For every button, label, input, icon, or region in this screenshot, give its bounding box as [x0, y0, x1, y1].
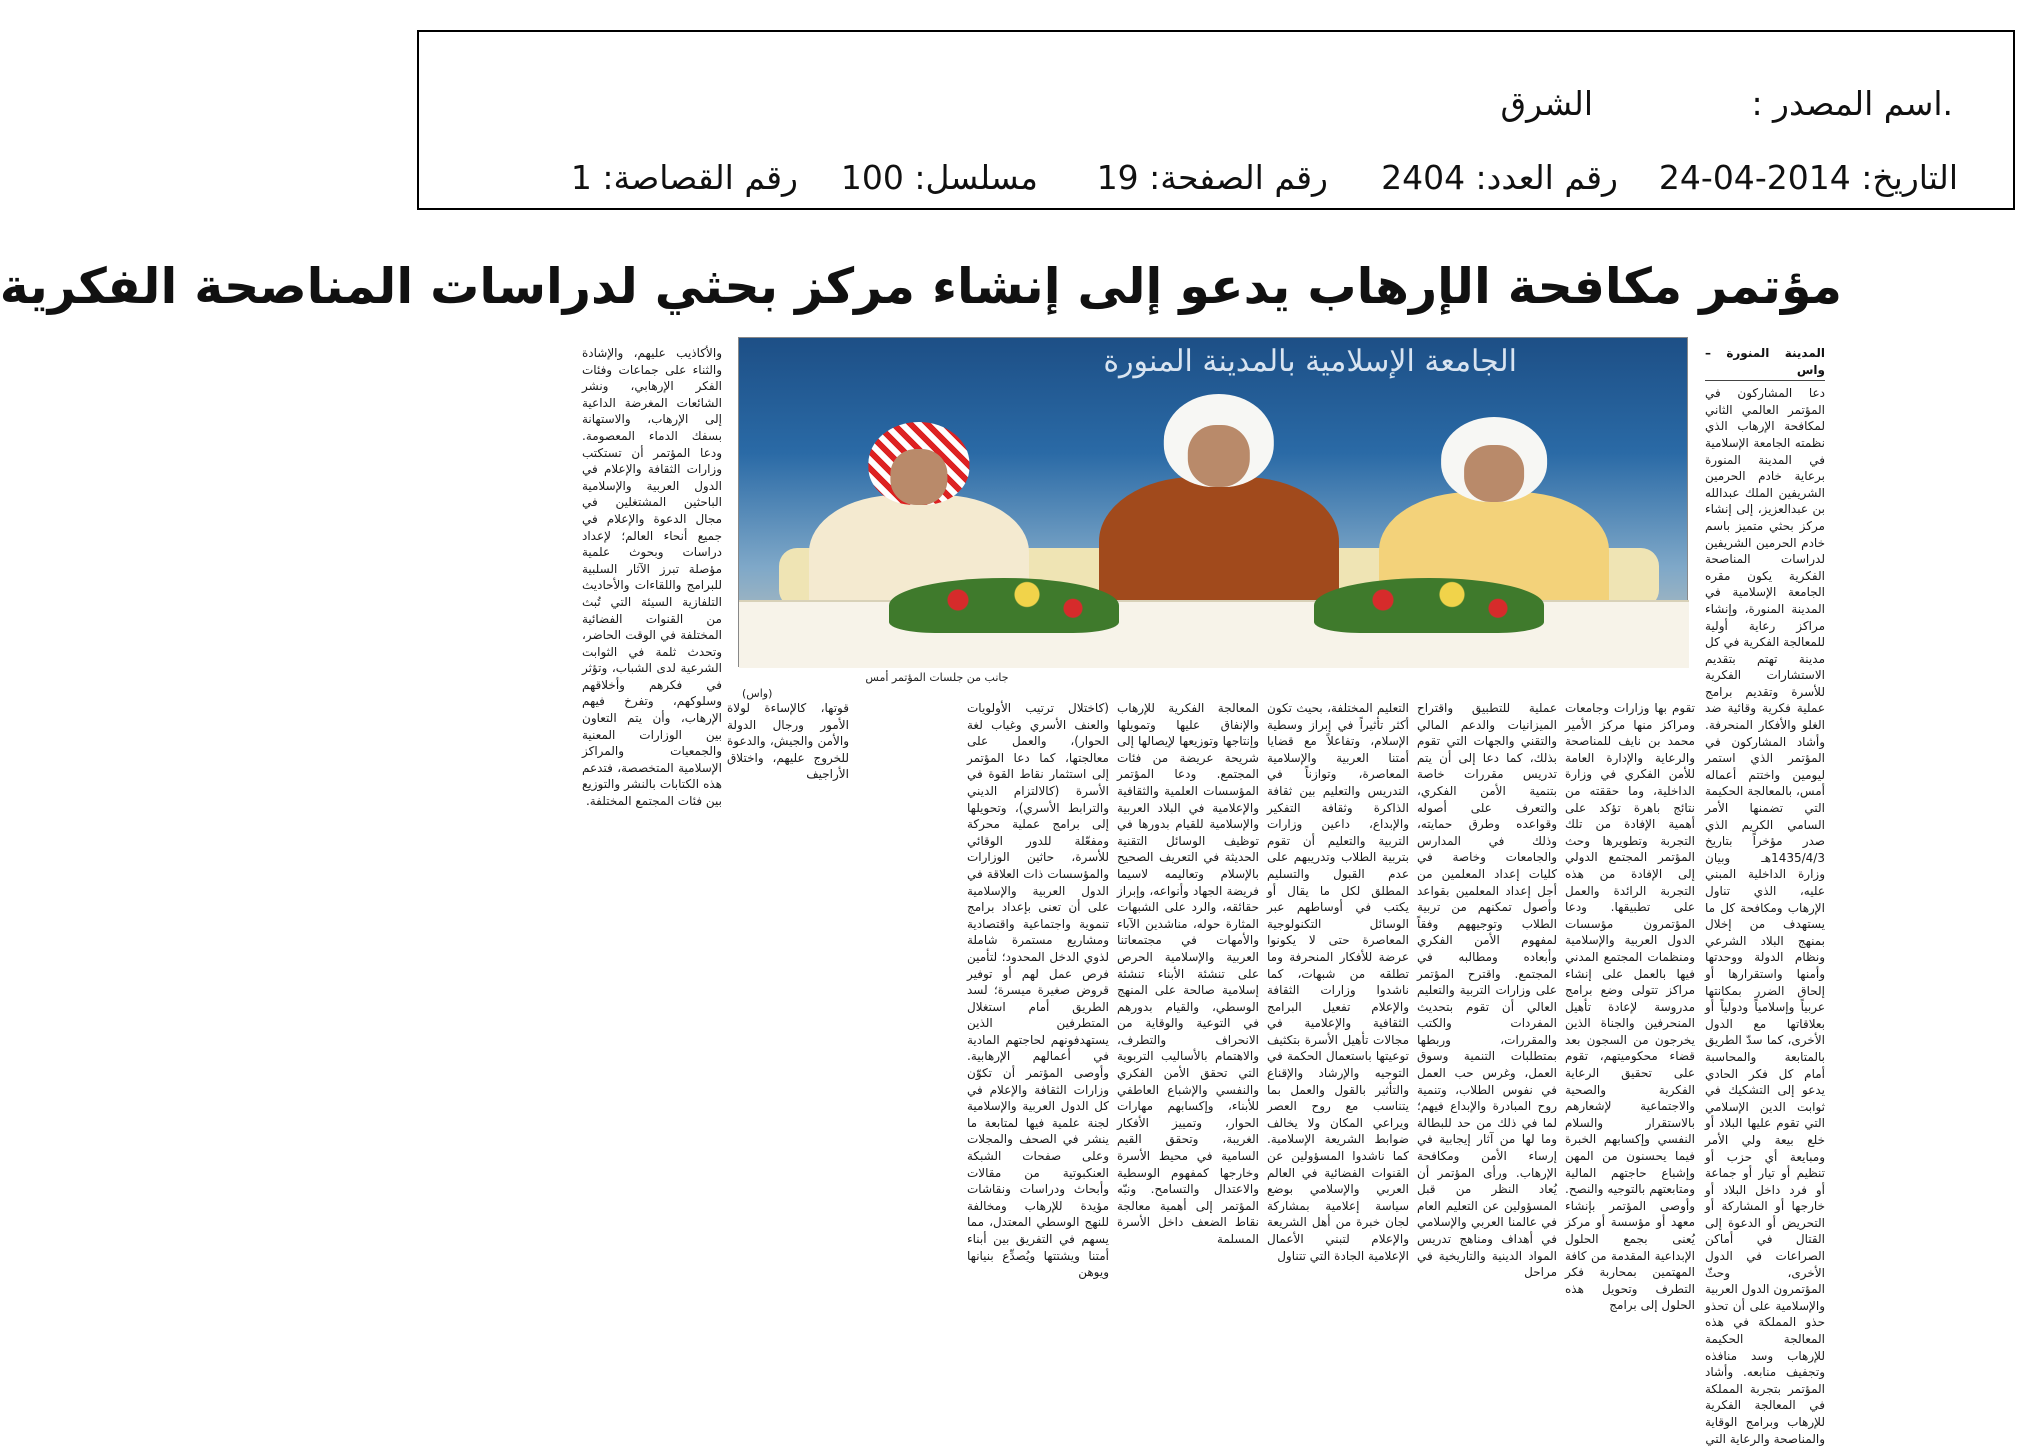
article-column-6: [727, 700, 849, 780]
byline: المدينة المنورة – واس: [1705, 345, 1825, 381]
photo-credit: (واس): [742, 687, 773, 700]
article-column-2: [1417, 700, 1557, 1280]
flower-arrangement: [1314, 578, 1544, 633]
clip-number-field: رقم القصاصة: 1: [570, 158, 798, 197]
source-info-box: [417, 30, 2015, 210]
article-column-4: [1117, 700, 1259, 1246]
column-text: والأكاذيب عليهم، والإشادة والثناء على جماعات وفئات الفكر الإرهابي، ونشر الشائعات المغرضة الداعية إلى الإرهاب، والاستهانة بسفك الدماء المعصومة. ودعا المؤتمر أن تستكتب وزارات الثقافة والإعلام في الدول العربية والإسلامية الباحثين المشتغلين في مجال الدعوة والإعلام في جميع أنحاء العالم؛ لإعداد دراسات وبحوث علمية مؤصلة تبرز الآثار السلبية للبرامج واللقاءات والأحاديث التلفازية السيئة التي تُبث من القنوات الفضائية المختلفة في الوقت الحاضر، وتحدث ثلمة في الثوابت الشرعية لدى الشباب، وتؤثر في فكرهم وأخلاقهم وسلوكهم، وتفرخ فيهم الإرهاب، وأن يتم التعاون بين الوزارات المعنية والجمعيات والمراكز الإسلامية المتخصصة، فتدعم هذه الكتابات بالنشر والتوزيع بين فئات المجتمع المختلفة.: [582, 346, 722, 809]
photo-banner-text: الجامعة الإسلامية بالمدينة المنورة: [1103, 344, 1517, 379]
issue-number-field: رقم العدد: 2404: [1381, 158, 1618, 197]
flower-arrangement: [889, 578, 1119, 633]
column-text: عملية للتطبيق واقتراح الميزانيات والدعم المالي والتقني والجهات التي تقوم بذلك، كما دعا إلى أن يتم تدريس مقررات خاصة بتنمية الأمن الفكري، والتعرف على أصوله وقواعده وطرق حمايته، وذلك في المدارس والجامعات وخاصة في كليات إعداد المعلمين من أجل إعداد المعلمين بقواعد وأصول تمكنهم من تربية الطلاب وتوجيههم وفقاً لمفهوم الأمن الفكري وأبعاده ومطالبه في المجتمع. واقترح المؤتمر على وزارات التربية والتعليم العالي أن تقوم بتحديث المفردات والكتب والمقررات، وربطها بمتطلبات التنمية وسوق العمل، وغرس حب العمل في نفوس الطلاب، وتنمية روح المبادرة والإبداع فيهم؛ لما في ذلك من حد للبطالة وما لها من آثار إيجابية في إرساء الأمن ومكافحة الإرهاب. ورأى المؤتمر أن يُعاد النظر من قبل المسؤولين عن التعليم العام في عالمنا العربي والإسلامي في أهداف ومناهج تدريس المواد الدينية والتاريخية في مراحل: [1417, 701, 1557, 1280]
column-text: دعا المشاركون في المؤتمر العالمي الثاني لمكافحة الإرهاب الذي نظمته الجامعة الإسلامية في المدينة المنورة برعاية خادم الحرمين الشريفين الملك عبدالله بن عبدالعزيز، إلى إنشاء مركز بحثي متميز باسم خادم الحرمين الشريفين لدراسات المناصحة الفكرية يكون مقره الجامعة الإسلامية في المدينة المنورة، وإنشاء مراكز رعاية أولية للمعالجة الفكرية في كل مدينة تهتم بتقديم الاستشارات الفكرية للأسرة وتقديم برامج عملية فكرية وقائية ضد الغلو والأفكار المنحرفة. وأشاد المشاركون في المؤتمر الذي استمر ليومين واختتم أعماله أمس، بالمعالجة الحكيمة التي تضمنها الأمر السامي الكريم الذي صدر مؤخراً بتاريخ 1435/4/3هـ وبيان وزارة الداخلية المبني عليه، الذي تناول الإرهاب ومكافحة كل ما يستهدف من إخلال بمنهج البلاد الشرعي ونظام الدولة ووحدتها وأمنها واستقرارها أو إلحاق الضرر بمكانتها عربياً وإسلامياً ودولياً أو بعلاقاتها مع الدول الأخرى، كما سدّ الطريق بالمتابعة والمحاسبة أمام كل فكر الحادي يدعو إلى التشكيك في ثوابت الدين الإسلامي التي تقوم عليها البلاد أو خلع بيعة ولي الأمر ومبايعة أي حزب أو تنظيم أو تيار أو جماعة أو فرد داخل البلاد أو خارجها أو المشاركة أو التحريض أو الدعوة إلى القتال في أماكن الصراعات في الدول الأخرى، وحثّ المؤتمرون الدول العربية والإسلامية على أن تحذو حذو المملكة في هذه المعالجة الحكيمة للإرهاب وسد منافذه وتجفيف منابعه. وأشاد المؤتمر بتجربة المملكة في المعالجة الفكرية للإرهاب وبرامج الوقاية والمناصحة والرعاية التي: [1705, 386, 1825, 1446]
serial-field: مسلسل: 100: [840, 158, 1038, 197]
column-text: التعليم المختلفة، بحيث تكون أكثر تأثيراً في إبراز وسطية الإسلام، وتفاعلاً مع قضايا أمتنا العربية والإسلامية المعاصرة، وتوازناً في التدريس والتعليم بين ثقافة الذاكرة وثقافة التفكير والإبداع، داعين وزارات التربية والتعليم أن تقوم بتربية الطلاب وتدريبهم على عدم القبول والتسليم المطلق لكل ما يقال أو يكتب في أوساطهم عبر الوسائل التكنولوجية المعاصرة حتى لا يكونوا عرضة للأفكار المنحرفة وما تطلقه من شبهات، كما ناشدوا وزارات الثقافة والإعلام تفعيل البرامج الثقافية والإعلامية في مجالات تأهيل الأسرة بتكثيف توعيتها باستعمال الحكمة في التوجيه والإرشاد والإقناع والتأثير بالقول والعمل بما يتناسب مع روح العصر ويراعي المكان ولا يخالف ضوابط الشريعة الإسلامية. كما ناشدوا المسؤولين عن القنوات الفضائية في العالم العربي والإسلامي بوضع سياسة إعلامية بمشاركة لجان خبرة من أهل الشريعة والإعلام لتبني الأعمال الإعلامية الجادة التي تتناول: [1267, 701, 1409, 1263]
article-column-1: [1565, 700, 1695, 1313]
source-label: .اسم المصدر :: [1751, 84, 1953, 123]
column-text: قوتها، كالإساءة لولاة الأمور ورجال الدولة والأمن والجيش، والدعوة للخروج عليهم، واختلاق الأراجيف: [727, 701, 849, 782]
column-text: المعالجة الفكرية للإرهاب والإنفاق عليها وتمويلها وإنتاجها وتوزيعها لإيصالها إلى شريحة عريضة من فئات المجتمع. ودعا المؤتمر المؤسسات العلمية والثقافية والإعلامية في البلاد العربية والإسلامية للقيام بدورها في توظيف الوسائل التقنية الحديثة في التعريف الصحيح بالإسلام وتعاليمه لاسيما فريضة الجهاد وأنواعه، وإبراز حقائقه، والرد على الشبهات المثارة حوله، مناشدين الآباء والأمهات في مجتمعاتنا العربية والإسلامية الحرص على تنشئة الأبناء تنشئة إسلامية صالحة على المنهج الوسطي، والقيام بدورهم في التوعية والوقاية من الانحراف والتطرف، والاهتمام بالأساليب التربوية التي تحقق الأمن الفكري والنفسي والإشباع العاطفي للأبناء، وإكسابهم مهارات الحوار، وتمييز الأفكار الغريبة، وتحقق القيم السامية في محيط الأسرة وخارجها كمفهوم الوسطية والاعتدال والتسامح. ونبّه المؤتمر إلى أهمية معالجة نقاط الضعف داخل الأسرة المسلمة: [1117, 701, 1259, 1246]
column-text: تقوم بها وزارات وجامعات ومراكز منها مركز الأمير محمد بن نايف للمناصحة والرعاية والإدارة العامة للأمن الفكري في وزارة الداخلية، وما حققته من نتائج باهرة تؤكد على أهمية الإفادة من تلك التجربة وتطويرها وحث المؤتمر المجتمع الدولي إلى الإفادة من هذه التجربة الرائدة والعمل على تطبيقها. ودعا المؤتمرون مؤسسات الدول العربية والإسلامية ومنظمات المجتمع المدني فيها بالعمل على إنشاء مراكز تتولى وضع برامج مدروسة لإعادة تأهيل المنحرفين والجناة الذين يخرجون من السجون بعد قضاء محكوميتهم، تقوم على تحقيق الرعاية الفكرية والصحية والاجتماعية لإشعارهم بالاستقرار والسلام النفسي وإكسابهم الخبرة فيما يحسنون من المهن وإشباع حاجتهم المالية ومتابعتهم بالتوجيه والنصح. وأوصى المؤتمر بإنشاء معهد أو مؤسسة أو مركز يُعنى بجمع الحلول الإبداعية المقدمة من كافة المهتمين بمحاربة فكر التطرف وتحويل هذه الحلول إلى برامج: [1565, 701, 1695, 1313]
article-column-5: [967, 700, 1109, 1280]
article-column-left: [582, 345, 722, 809]
stage-table: [739, 600, 1689, 668]
attendee-center: [1099, 378, 1339, 638]
article-photo: [738, 337, 1688, 667]
source-value: الشرق: [1500, 84, 1593, 123]
date-field: التاريخ: 2014-04-24: [1658, 158, 1958, 197]
article-column-3: [1267, 700, 1409, 1263]
article-headline: مؤتمر مكافحة الإرهاب يدعو إلى إنشاء مركز بحثي لدراسات المناصحة الفكرية: [0, 258, 1842, 315]
column-text: (كاختلال ترتيب الأولويات والعنف الأسري وغياب لغة الحوار)، والعمل على معالجتها، كما دعا المؤتمر إلى استثمار نقاط القوة في الأسرة (كالالتزام الديني والترابط الأسري)، وتحويلها إلى برامج عملية محركة ومفعّلة للدور الوقائي للأسرة، حاثين الوزارات والمؤسسات ذات العلاقة في الدول العربية والإسلامية على أن تعنى بإعداد برامج تنموية واجتماعية واقتصادية ومشاريع مستمرة شاملة لذوي الدخل المحدود؛ لتأمين فرص عمل لهم أو توفير قروض صغيرة ميسرة؛ لسد الطريق أمام استغلال المتطرفين الذين يستهدفونهم لحاجتهم المادية في أعمالهم الإرهابية. وأوصى المؤتمر أن تكوّن وزارات الثقافة والإعلام في كل الدول العربية والإسلامية لجنة علمية فيها لمتابعة ما ينشر في الصحف والمجلات وعلى صفحات الشبكة العنكبوتية من مقالات وأبحاث ودراسات ونقاشات مؤيدة للإرهاب ومخالفة للنهج الوسطي المعتدل، مما يسهم في التفريق بين أبناء أمتنا ويشتتها ويُصدِّع بنيانها ويوهن: [967, 701, 1109, 1280]
photo-caption: جانب من جلسات المؤتمر أمس: [865, 671, 1009, 684]
article-column-right: [1705, 345, 1825, 1446]
page-number-field: رقم الصفحة: 19: [1096, 158, 1328, 197]
